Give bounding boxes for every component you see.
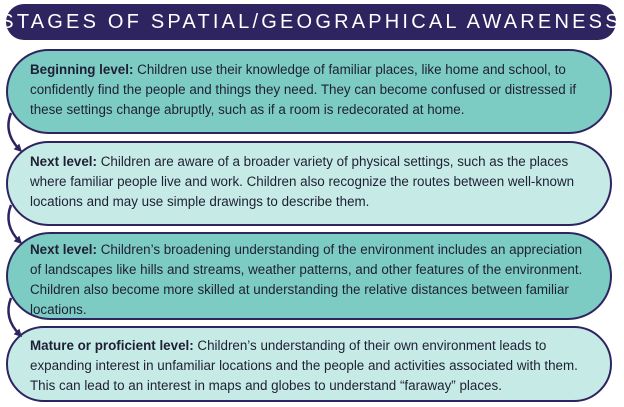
arrow-icon [8,113,20,150]
title-text: STAGES OF SPATIAL/GEOGRAPHICAL AWARENESS [0,10,622,33]
stage-label: Mature or proficient level: [30,338,194,353]
stage-description: Children use their knowledge of familiar places, like home and school, to confidently find the people and things they need. They can become confused or distressed if these settings change abruptly, such as if a room is redecorated at home. [30,62,577,117]
stage-label: Next level: [30,154,97,169]
stage-description: Children’s understanding of their own environment leads to expanding interest in unfamiliar locations and the people and activities associated with them. This can lead to an interest in maps and globes to understand “faraway” places. [30,338,578,393]
arrow-icon [8,298,20,335]
arrow-icon [8,205,20,242]
stage-label: Next level: [30,242,97,257]
stage-description: Children are aware of a broader variety of physical settings, such as the places where familiar people live and work. Children also recognize the routes between well-known locations and may use simple drawings to describe them. [30,154,575,209]
stage-description: Children’s broadening understanding of the environment includes an appreciation of landscapes like hills and streams, weather patterns, and other features of the environment. Children also become more skilled at understanding the relative distances between familiar locations. [30,242,583,317]
stage-label: Beginning level: [30,62,134,77]
